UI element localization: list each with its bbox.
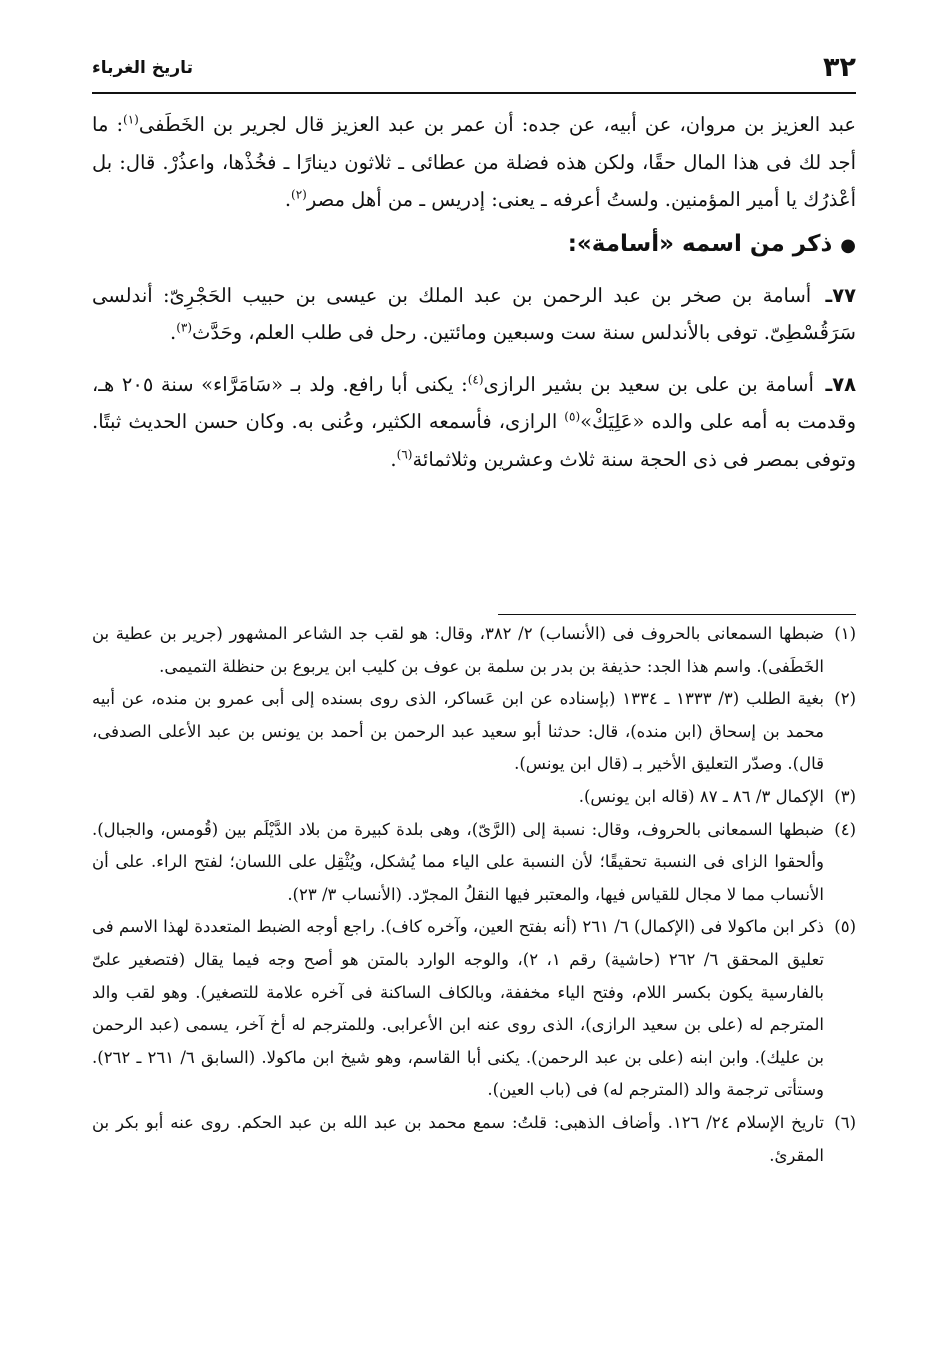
page-header [92,50,856,94]
footnote-marker: (٤) [834,819,856,839]
entry-number: ٧٧ [832,283,856,307]
page-number: ٣٢ [823,52,856,83]
footnote-ref[interactable]: (٥) [564,409,581,424]
bullet-icon: ● [840,234,856,256]
entry-dash-icon: ـ [825,372,833,396]
entry-text: أسامة بن صخر بن عبد الرحمن بن عبد الملك بن عيسى بن حبيب الحَجْرِىّ: أندلسى سَرَقُسْطِىّ. توفى بالأندلس سنة ست وسبعين ومائتين. رحل فى طلب العلم، وحَدَّث [92,283,856,344]
footnote-marker: (٦) [834,1112,856,1132]
footnote-marker: (١) [834,624,856,643]
entry-text: الرازى، فأسمعه الكثير، وعُنى به. وكان حسن الحديث ثبتًا. وتوفى بمصر فى ذى الحجة سنة ثلاث وعشرين وثلاثمائة [92,410,856,471]
footnote-text: تاريخ الإسلام ٢٤/ ١٢٦. وأضاف الذهبى: قلتُ: سمع محمد بن عبد الله بن عبد الحكم. روى عنه أبو بكر بن المقرئ. [92,1112,825,1165]
paragraph-text: : ما أجد لك فى هذا المال حقًا، ولكن هذه فضلة من عطائى ـ ثلاثون دينارًا ـ فخُذْها، واعذُرْ. قال: بل أعْذرُك يا أمير المؤمنين. ولستُ أعرفه ـ يعنى: إدريس ـ من أهل مصر [92,113,856,211]
entry-78 [92,366,856,479]
footnote-ref[interactable]: (١) [123,112,139,127]
footnote [92,911,856,1107]
footnote [92,814,856,912]
footnote-text: بغية الطلب (٣/ ١٣٣٣ ـ ١٣٣٤ (بإسناده عن ابن عَساكر، الذى روى بسنده إلى أبى عمرو بن منده، عن أبيه محمد بن إسحاق (ابن منده)، قال: حدثنا أبو سعيد عبد الرحمن بن أحمد بن يونس بن عبد الأعلى الصدفى، قال). وصدّر التعليق الأخير بـ (قال ابن يونس). [92,689,824,774]
entry-text: : يكنى أبا رافع. ولد بـ «سَامَرَّاء» سنة ٢٠٥ هـ، وقدمت به أمه على والده «عَلِيَكْ» [92,372,856,433]
footnote-divider [498,614,856,615]
footnote-text: ضبطها السمعانى بالحروف فى (الأنساب) ٢/ ٣٨٢، وقال: هو لقب جد الشاعر المشهور (جرير بن عطية بن الخَطَفى). واسم هذا الجد: حذيفة بن بدر بن سلمة بن عوف بن كليب ابن يربوع بن حنظلة التميمى. [92,624,824,676]
footnote-ref[interactable]: (٢) [291,187,307,202]
entry-dash-icon: ـ [825,283,833,307]
footnote-text: الإكمال ٣/ ٨٦ ـ ٨٧ (قاله ابن يونس). [578,786,824,806]
footnote [92,618,856,683]
footnote-ref[interactable]: (٦) [396,447,413,461]
entry-end: . [170,321,177,344]
section-heading [92,219,856,271]
footnote-ref[interactable]: (٤) [467,372,484,386]
opening-paragraph [92,106,856,219]
footnote-ref[interactable]: (٣) [176,320,193,335]
footnote-marker: (٢) [834,689,856,709]
footnote-text: ذكر ابن ماكولا فى (الإكمال) ٦/ ٢٦١ (أنه بفتح العين، وآخره كاف). راجع أوجه الضبط المتعددة لهذا الاسم فى تعليق المحقق ٦/ ٢٦٢ (حاشية) رقم ١، ٢)، والوجه الوارد بالمتن هو أصح وجه فيما يقال (فتصغير علىّ بالفارسية يكون بكسر اللام، وفتح الياء مخففة، وبالكاف الساكنة فى آخره علامة للتصغير). وهو لقب والد المترجم له (على بن سعيد الرازى)، الذى روى عنه ابن الأعرابى. وللمترجم له أخ آخر، يسمى (عبد الرحمن بن عليك). وابن ابنه (على بن عبد الرحمن). يكنى أبا القاسم، وهو شيخ ابن ماكولا. (السابق ٦/ ٢٦١ ـ ٢٦٢). وستأتى ترجمة والد (المترجم له) فى (باب العين). [92,917,825,1100]
footnote [92,1107,856,1172]
paragraph-text: عبد العزيز بن مروان، عن أبيه، عن جده: أن عمر بن عبد العزيز قال لجرير بن الخَطَفى [138,113,856,136]
entry-number: ٧٨ [832,372,856,396]
footnote-marker: (٥) [834,917,856,937]
section-heading-text: ذكر من اسمه «أسامة»: [567,230,833,257]
entry-end: . [390,447,397,471]
footnote [92,683,856,781]
entry-text: أسامة بن على بن سعيد بن بشير الرازى [483,372,814,396]
footnote [92,781,856,814]
running-title: تاريخ الغرباء [92,58,193,78]
paragraph-end: . [284,188,292,211]
footnote-marker: (٣) [834,786,856,806]
footnotes [92,618,856,1172]
entry-77 [92,277,856,352]
main-text [92,106,856,478]
footnote-text: ضبطها السمعانى بالحروف، وقال: نسبة إلى (الرَّىّ)، وهى بلدة كبيرة من بلاد الدَّيْلَم بين (قُومس، والجبال). وألحقوا الزاى فى النسبة تحقيقًا؛ لأن النسبة على الياء مما يُشكل، ويُثْقِل على اللسان؛ لفتح الراء. على أن الأنساب مما لا مجال للقياس فيها، والمعتبر فيها النقلُ المجرّد. (الأنساب ٣/ ٢٣). [92,819,824,904]
